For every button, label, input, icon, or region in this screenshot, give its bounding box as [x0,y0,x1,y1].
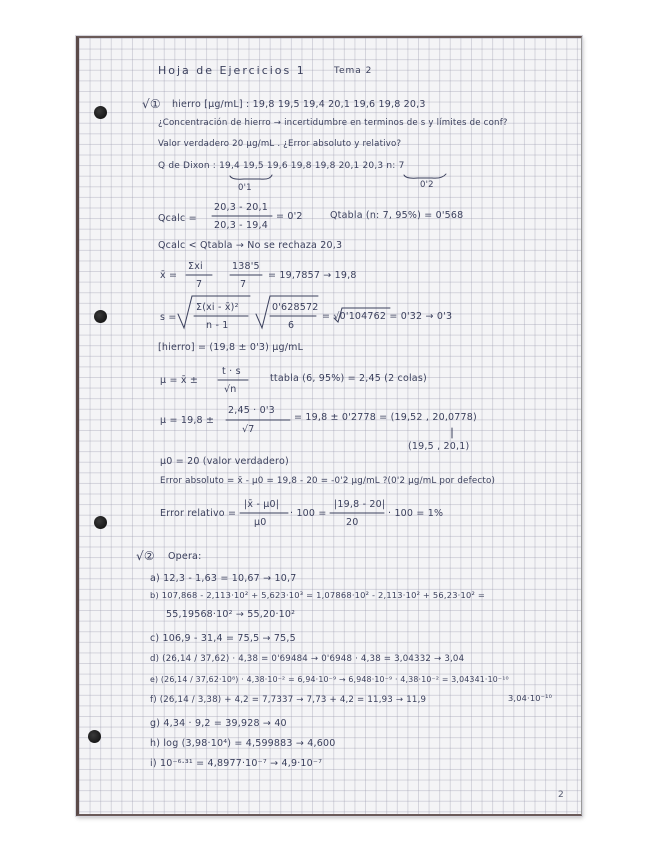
s-den-2: 6 [288,320,295,331]
exercise-2-h: h) log (3,98·10⁴) = 4,599883 → 4,600 [150,738,336,749]
exercise-2-b-line-2: 55,19568·10² → 55,20·10² [166,609,296,620]
mean-den-1: 7 [196,279,203,290]
rel-end: · 100 = 1% [388,508,444,519]
dixon-gap-right: 0'2 [420,180,434,190]
rel-den-2: 20 [346,517,359,528]
page-number: 2 [558,790,564,800]
s-lhs: s = [160,312,177,323]
q-comparison: Qcalc < Qtabla → No se rechaza 20,3 [158,240,343,251]
mu2-denominator: √7 [242,424,255,435]
exercise-2-i: i) 10⁻⁶·³¹ = 4,8977·10⁻⁷ → 4,9·10⁻⁷ [150,758,323,769]
s-num-2: 0'628572 [272,302,319,313]
s-num-1: Σ(xi - x̄)² [196,302,239,313]
exercise-2-e-tail: 3,04·10⁻¹⁰ [508,693,553,703]
mu-denominator: √n [224,384,237,395]
dixon-gap-left: 0'1 [238,183,252,193]
mu-numerator: t · s [222,366,241,377]
relative-error-lhs: Error relativo = [160,508,237,519]
exercise-2-a: a) 12,3 - 1,63 = 10,67 → 10,7 [150,573,297,584]
dixon-values: Q de Dixon : 19,4 19,5 19,6 19,8 19,8 20,1 20,3 n: 7 [158,161,405,171]
binder-hole [94,106,107,119]
binder-hole [94,516,107,529]
exercise-2-b-line-1: b) 107,868 - 2,113·10² + 5,623·10³ = 1,07868·10² - 2,113·10² + 56,23·10² = [150,590,485,600]
rel-mid: · 100 = [290,508,327,519]
mu2-numerator: 2,45 · 0'3 [228,405,275,416]
exercise-2-c: c) 106,9 - 31,4 = 75,5 → 75,5 [150,633,296,644]
exercise-1-question-1: ¿Concentración de hierro → incertidumbre en terminos de s y límites de conf? [158,118,508,128]
sheet-topic: Tema 2 [334,66,373,76]
qcalc-result: = 0'2 [276,211,303,222]
exercise-1-mark: √① [142,97,161,111]
mean-result: = 19,7857 → 19,8 [268,270,357,281]
qcalc-label: Qcalc = [158,213,197,224]
exercise-1-question-2: Valor verdadero 20 μg/mL . ¿Error absoluto y relativo? [158,139,402,149]
mu-lhs: μ = x̄ ± [160,375,199,386]
exercise-2-g: g) 4,34 · 9,2 = 39,928 → 40 [150,718,287,729]
qcalc-numerator: 20,3 - 20,1 [214,202,268,213]
mean-lhs: x̄ = [160,270,178,281]
binder-hole [88,730,101,743]
binder-hole [94,310,107,323]
t-table-value: ttabla (6, 95%) = 2,45 (2 colas) [270,373,427,384]
exercise-1-data: hierro [μg/mL] : 19,8 19,5 19,4 20,1 19,6 19,8 20,3 [172,99,426,110]
s-result: = √0'104762 = 0'32 → 0'3 [322,311,453,322]
mu2-result: = 19,8 ± 0'2778 = (19,52 , 20,0778) [294,412,477,423]
qtab-value: Qtabla (n: 7, 95%) = 0'568 [330,210,464,221]
interval-final: (19,5 , 20,1) [408,441,470,452]
exercise-2-mark: √② [136,549,155,563]
exercise-2-f: f) (26,14 / 3,38) + 4,2 = 7,7337 → 7,73 + 4,2 = 11,93 → 11,9 [150,695,427,705]
rel-num-1: |x̄ - μ0| [244,499,280,510]
exercise-2-d: d) (26,14 / 37,62) · 4,38 = 0'69484 → 0'6948 · 4,38 = 3,04332 → 3,04 [150,654,465,664]
mean-num-2: 138'5 [232,261,260,272]
rel-num-2: |19,8 - 20| [334,499,386,510]
rel-den-1: μ0 [254,517,267,528]
absolute-error: Error absoluto = x̄ - μ0 = 19,8 - 20 = -0'2 μg/mL ?(0'2 μg/mL por defecto) [160,476,496,486]
mean-den-2: 7 [240,279,247,290]
mu2-lhs: μ = 19,8 ± [160,415,215,426]
s-den-1: n - 1 [206,320,229,331]
sheet-title: Hoja de Ejercicios 1 [158,64,306,77]
qcalc-denominator: 20,3 - 19,4 [214,220,268,231]
mean-num-1: Σxi [188,261,203,272]
exercise-2-heading: Opera: [168,551,202,562]
iron-concentration: [hierro] = (19,8 ± 0'3) μg/mL [158,342,304,353]
exercise-2-e: e) (26,14 / 37,62·10⁸) · 4,38·10⁻² = 6,94·10⁻⁹ → 6,948·10⁻⁹ · 4,38·10⁻² = 3,04341·10⁻¹⁰ [150,675,509,684]
true-value: μ0 = 20 (valor verdadero) [160,456,289,467]
